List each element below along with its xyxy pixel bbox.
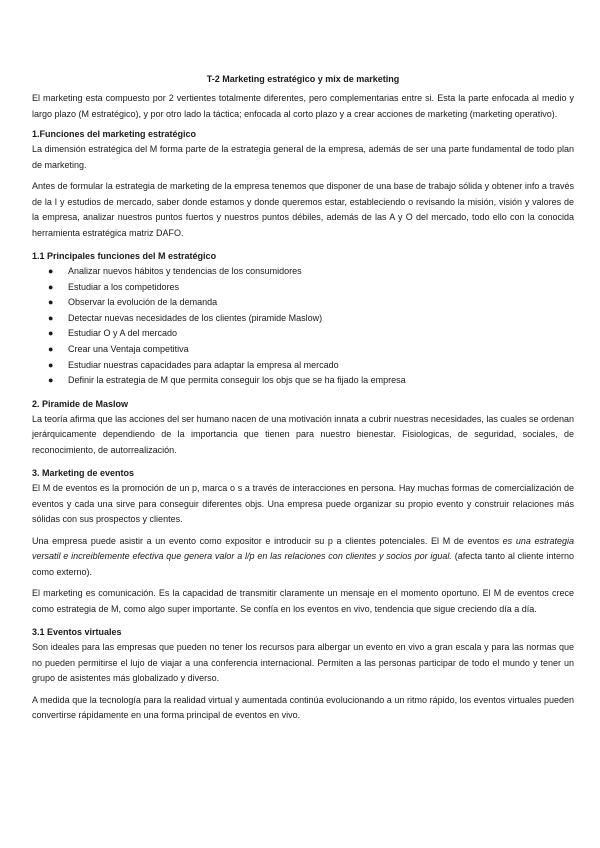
section-2-heading: 2. Piramide de Maslow [32, 398, 129, 409]
list-item [48, 373, 574, 389]
list-item-text: Estudiar a los competidores [68, 281, 180, 292]
bullet-icon: ● [48, 281, 54, 292]
bullet-icon: ● [48, 375, 54, 386]
section-3-paragraph-1: El M de eventos es la promoción de un p, marca o s a través de interacciones en persona. Hay muchas formas de comercialización de eventos y cada una sirve para conseguir diferentes objs. Una empresa puede organizar su propio evento y construir relaciones más sólidas con sus prospectos y clientes. [32, 483, 574, 525]
list-item-text: Analizar nuevos hábitos y tendencias de los consumidores [68, 266, 302, 276]
bullet-icon: ● [48, 266, 54, 276]
intro-paragraph: El marketing esta compuesto por 2 vertientes totalmente diferentes, pero complementarias entre si. Esta la parte enfocada al medio y largo plazo (M estratégico), y por otro lado la táctica; enfocada al corto plazo y a crear acciones de marketing (marketing operativo). [32, 93, 574, 119]
section-1-paragraph-1: La dimensión estratégica del M forma parte de la estrategia general de la empresa, además de ser una parte fundamental de todo plan de marketing. [32, 144, 574, 170]
section-3-paragraph-3: El marketing es comunicación. Es la capacidad de transmitir claramente un mensaje en el momento oportuno. El M de eventos crece como estrategia de M, como algo super importante. Se confía en los eventos en vivo, tendencia que sigue creciendo día a día. [32, 588, 574, 614]
italic-text: es una estrategia versatil e increiblemente efectiva que genera valor a l/p en las relaciones con clientes y socios por igual. [32, 535, 575, 562]
bullet-icon: ● [48, 359, 54, 370]
bullet-icon: ● [48, 312, 54, 323]
section-3-1-heading: 3.1 Eventos virtuales [32, 627, 122, 638]
paragraph-text: Una empresa puede asistir a un evento como expositor e introducir su p a clientes potenciales. El M de eventos [32, 535, 503, 546]
section-3-1-paragraph-2: A medida que la tecnología para la realidad virtual y aumentada continúa evolucionando a un ritmo rápido, los eventos virtuales pueden convertirse rápidamente en una forma principal de eventos en vivo. [32, 694, 574, 721]
paragraph-text: (afecta tanto al cliente interno como externo). [32, 551, 574, 577]
list-item [48, 264, 574, 280]
list-item-text: Estudiar nuestras capacidades para adaptar la empresa al mercado [68, 359, 339, 370]
list-item [48, 280, 574, 296]
section-3-heading: 3. Marketing de eventos [32, 468, 135, 479]
list-item-text: Observar la evolución de la demanda [68, 297, 218, 308]
list-item [48, 295, 574, 311]
list-item [48, 342, 574, 358]
section-1-heading: 1.Funciones del marketing estratégico [32, 129, 197, 139]
section-1-paragraph-2: Antes de formular la estrategia de marketing de la empresa tenemos que disponer de una base de trabajo sólida y obtener info a través de la I y estudios de mercado, saber donde estamos y donde queremos estar, estableciendo o revisando la misión, visión y valores de la empresa, analizar nuestros puntos fuertos y nuestros puntos débiles, además de las A y O del mercado, todo ello con la conocida herramienta estratégica matriz DAFO. [32, 181, 574, 238]
bullet-icon: ● [48, 297, 54, 308]
section-3-1-paragraph-1: Son ideales para las empresas que pueden no tener los recursos para albergar un evento en vivo a gran escala y para las normas que no pueden permitirse el lujo de viajar a una conferencia internacional. Permiten a las personas participar de todo el mundo y tener un grupo de asistentes más globalizado y diverso. [32, 642, 574, 684]
list-item [48, 326, 574, 342]
section-2-paragraph-1: La teoría afirma que las acciones del ser humano nacen de una motivación innata a cubrir nuestras necesidades, las cuales se ordenan jerárquicamente dependiendo de la importancia que tienen para nuestro bienestar. Fisiologicas, de seguridad, sociales, de reconocimiento, de autorrealización. [32, 413, 574, 455]
bullet-icon: ● [48, 343, 54, 354]
document-title: T-2 Marketing estratégico y mix de marketing [206, 74, 400, 84]
section-1-1-heading: 1.1 Principales funciones del M estratégico [32, 251, 217, 261]
functions-list [32, 264, 574, 389]
list-item-text: Definir la estrategia de M que permita conseguir los objs que se ha fijado la empresa [68, 375, 406, 386]
list-item-text: Estudiar O y A del mercado [68, 328, 178, 339]
list-item-text: Crear una Ventaja competitiva [68, 343, 189, 354]
list-item [48, 311, 574, 327]
section-3-paragraph-2 [32, 534, 574, 581]
bullet-icon: ● [48, 328, 54, 339]
list-item-text: Detectar nuevas necesidades de los clientes (piramide Maslow) [68, 312, 323, 323]
list-item [48, 358, 574, 374]
